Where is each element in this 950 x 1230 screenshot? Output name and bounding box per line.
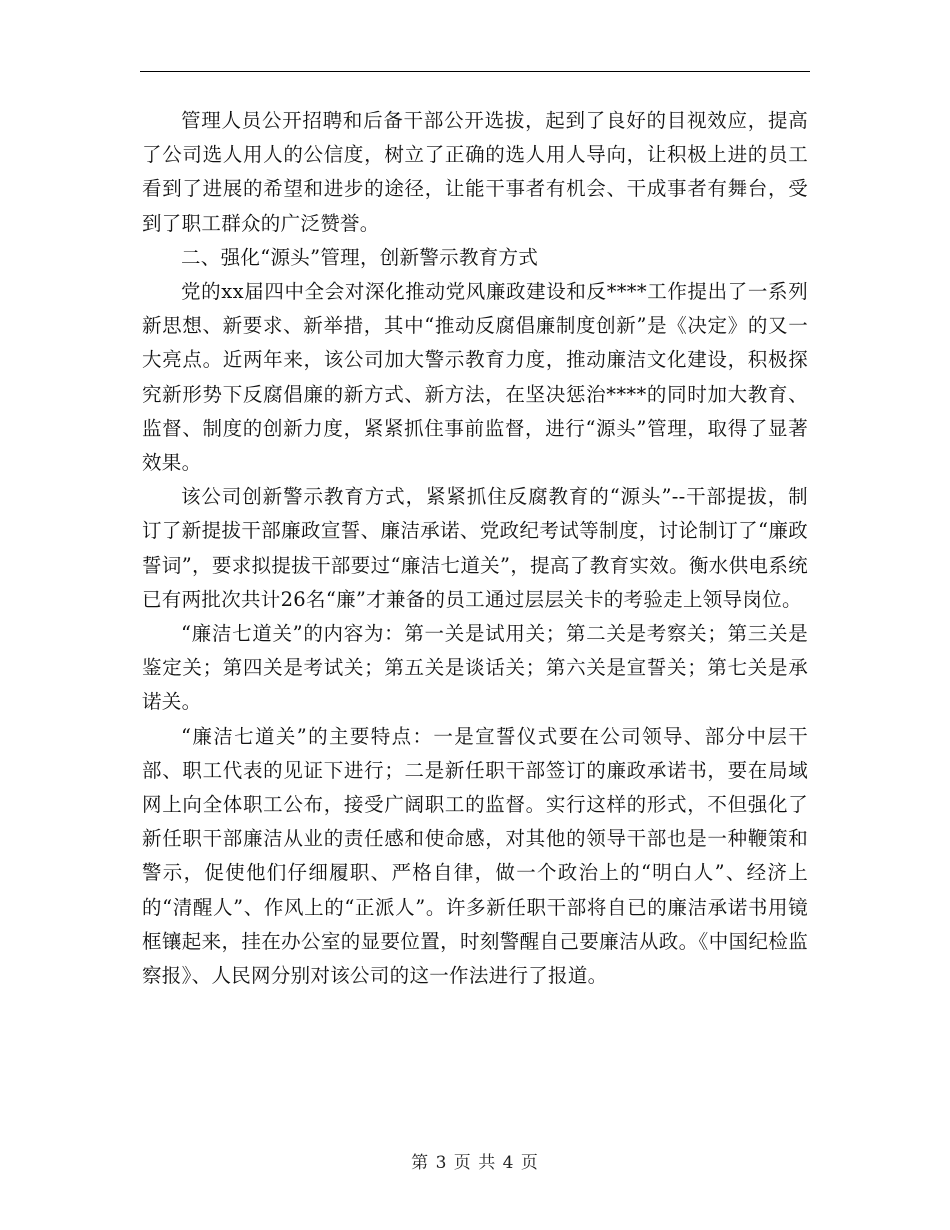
paragraph: “廉洁七道关”的内容为：第一关是试用关；第二关是考察关；第三关是鉴定关；第四关是考试关；第五关是谈话关；第六关是宣誓关；第七关是承诺关。 xyxy=(142,622,808,714)
header-rule xyxy=(140,71,810,72)
paragraph: 党的xx届四中全会对深化推动党风廉政建设和反****工作提出了一系列新思想、新要求、新举措，其中“推动反腐倡廉制度创新”是《决定》的又一大亮点。近两年来，该公司加大警示教育力度，推动廉洁文化建设，积极探究新形势下反腐倡廉的新方式、新方法，在坚决惩治****的同时加大教育、监督、制度的创新力度，紧紧抓住事前监督，进行“源头”管理，取得了显著效果。 xyxy=(142,280,808,475)
document-body xyxy=(142,104,808,993)
paragraph: 该公司创新警示教育方式，紧紧抓住反腐教育的“源头”--干部提拔，制订了新提拔干部廉政宣誓、廉洁承诺、党政纪考试等制度，讨论制订了“廉政誓词”，要求拟提拔干部要过“廉洁七道关”，提高了教育实效。衡水供电系统已有两批次共计26名“廉”才兼备的员工通过层层关卡的考验走上领导岗位。 xyxy=(142,485,808,611)
section-heading: 二、强化“源头”管理，创新警示教育方式 xyxy=(181,245,539,269)
paragraph: “廉洁七道关”的主要特点：一是宣誓仪式要在公司领导、部分中层干部、职工代表的见证下进行；二是新任职干部签订的廉政承诺书，要在局域网上向全体职工公布，接受广阔职工的监督。实行这样的形式，不但强化了新任职干部廉洁从业的责任感和使命感，对其他的领导干部也是一种鞭策和警示，促使他们仔细履职、严格自律，做一个政治上的“明白人”、经济上的“清醒人”、作风上的“正派人”。许多新任职干部将自已的廉洁承诺书用镜框镶起来，挂在办公室的显要位置，时刻警醒自己要廉洁从政。《中国纪检监察报》、人民网分别对该公司的这一作法进行了报道。 xyxy=(142,724,808,988)
paragraph: 管理人员公开招聘和后备干部公开选拔，起到了良好的目视效应，提高了公司选人用人的公信度，树立了正确的选人用人导向，让积极上进的员工看到了进展的希望和进步的途径，让能干事者有机会、干成事者有舞台，受到了职工群众的广泛赞誉。 xyxy=(142,109,808,235)
page-number-footer: 第 3 页 共 4 页 xyxy=(411,1153,539,1173)
